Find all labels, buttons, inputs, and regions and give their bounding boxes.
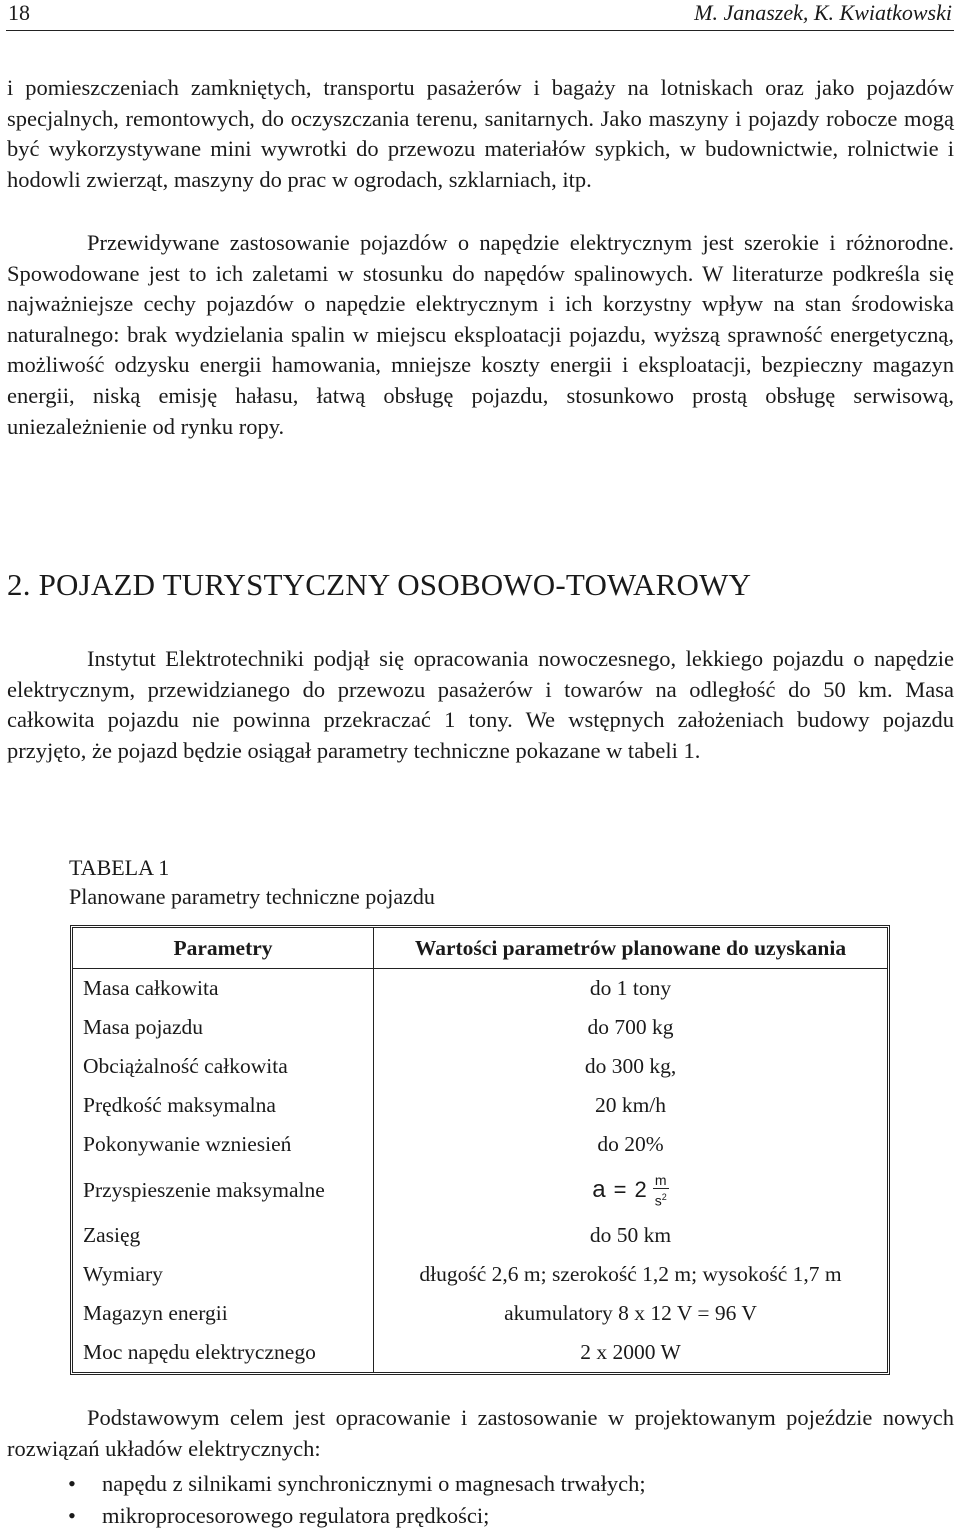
formula-exponent: 2	[661, 1191, 667, 1202]
parameters-table	[70, 925, 890, 1375]
parameter-value	[374, 1164, 887, 1216]
formula-unit-numerator: m	[654, 1171, 667, 1188]
table-row	[73, 1164, 887, 1216]
parameter-name: Przyspieszenie maksymalne	[73, 1164, 374, 1216]
list-item-text: mikroprocesorowego regulatora prędkości;	[102, 1503, 490, 1528]
running-header	[6, 0, 954, 31]
parameter-name: Masa pojazdu	[73, 1008, 374, 1047]
paragraph-4	[7, 1403, 954, 1464]
formula-unit-denominator: s	[654, 1192, 662, 1209]
parameter-name: Obciążalność całkowita	[73, 1047, 374, 1086]
bullet-icon: •	[68, 1503, 76, 1528]
list-item	[0, 1500, 646, 1532]
parameter-name: Zasięg	[73, 1216, 374, 1255]
table-row	[73, 1125, 887, 1164]
parameter-value: długość 2,6 m; szerokość 1,2 m; wysokość 1,7 m	[419, 1262, 842, 1286]
parameter-value: do 300 kg,	[584, 1054, 677, 1078]
table-caption: Planowane parametry techniczne pojazdu	[69, 884, 435, 909]
parameter-value: 2 x 2000 W	[580, 1340, 681, 1364]
formula-unit-denominator-wrap	[653, 1189, 669, 1209]
parameter-name: Magazyn energii	[73, 1294, 374, 1333]
table-row	[73, 1216, 887, 1255]
parameter-value: 20 km/h	[594, 1093, 667, 1117]
parameter-name: Masa całkowita	[73, 969, 374, 1008]
parameter-value: do 1 tony	[589, 976, 672, 1000]
bullet-list	[0, 1468, 646, 1532]
paragraph-3	[7, 644, 954, 766]
paragraph-3-text: Instytut Elektrotechniki podjął się opracowania nowoczesnego, lekkiego pojazdu o napędzie elektrycznym, przewidzianego do przewozu pasażerów i towarów na odległość do 50 km. Masa całkowita pojazdu nie powinna przekraczać 1 tony. We wstępnych założeniach budowy pojazdu przyjęto, że pojazd będzie osiągał parametry techniczne pokazane w tabeli 1.	[7, 646, 954, 763]
page-number: 18	[8, 0, 30, 25]
list-item-text: napędu z silnikami synchronicznymi o magnesach trwałych;	[102, 1471, 646, 1496]
acceleration-formula	[592, 1172, 668, 1209]
table-row	[73, 1008, 887, 1047]
paragraph-1: i pomieszczeniach zamkniętych, transportu pasażerów i bagaży na lotniskach oraz jako pojazdów specjalnych, remontowych, do oczyszczania terenu, sanitarnych. Jako maszyny i pojazdy robocze mogą być wykorzystywane mini wywrotki do przewozu materiałów sypkich, w budownictwie, rolnictwie i hodowli zwierząt, maszyny do prac w ogrodach, szklarniach, itp.	[7, 75, 954, 192]
paragraph-2	[7, 228, 954, 442]
parameter-name: Pokonywanie wzniesień	[73, 1125, 374, 1164]
paragraph-2-text: Przewidywane zastosowanie pojazdów o napędzie elektrycznym jest szerokie i różnorodne. Spowodowane jest to ich zaletami w stosunku do napędów spalinowych. W literaturze podkreśla się najważniejsze cechy pojazdów o napędzie elektrycznym i ich korzystny wpływ na stan środowiska naturalnego: brak wydzielania spalin w miejscu eksploatacji pojazdu, wyższą sprawność energetyczną, możliwość odzysku energii hamowania, mniejsze koszty energii i eksploatacji, bezpieczny magazyn energii, niską emisję hałasu, łatwą obsługę pojazdu, stosunkowo prostą obsługę serwisową, uniezależnienie od rynku ropy.	[7, 230, 954, 439]
bullet-icon: •	[68, 1471, 76, 1496]
section-heading: 2. POJAZD TURYSTYCZNY OSOBOWO-TOWAROWY	[7, 567, 752, 602]
table-row	[73, 1333, 887, 1372]
parameter-name: Prędkość maksymalna	[73, 1086, 374, 1125]
table-row	[73, 1294, 887, 1333]
table-row	[73, 1086, 887, 1125]
parameter-name: Wymiary	[73, 1255, 374, 1294]
table-label-word: TABELA	[69, 855, 153, 880]
parameter-value: do 20%	[597, 1132, 664, 1156]
table-header-values: Wartości parametrów planowane do uzyskania	[374, 928, 887, 969]
parameter-name: Moc napędu elektrycznego	[73, 1333, 374, 1372]
formula-equals: =	[613, 1177, 627, 1202]
table-label-number: 1	[158, 855, 170, 880]
table-header-row	[73, 928, 887, 969]
parameter-value: do 700 kg	[587, 1015, 674, 1039]
table-header-parameters: Parametry	[73, 928, 374, 969]
table-row	[73, 1047, 887, 1086]
formula-unit-fraction	[653, 1172, 669, 1209]
paragraph-4-text: Podstawowym celem jest opracowanie i zastosowanie w projektowanym pojeździe nowych rozwiązań układów elektrycznych:	[7, 1405, 954, 1461]
formula-variable: a	[592, 1176, 606, 1203]
table-row	[73, 969, 887, 1008]
formula-coefficient: 2	[634, 1177, 647, 1202]
table-row	[73, 1255, 887, 1294]
list-item	[0, 1468, 646, 1500]
table-label	[69, 854, 169, 882]
parameter-value: akumulatory 8 x 12 V = 96 V	[504, 1301, 757, 1325]
running-head-authors: M. Janaszek, K. Kwiatkowski	[694, 0, 952, 25]
parameter-value: do 50 km	[589, 1223, 672, 1247]
